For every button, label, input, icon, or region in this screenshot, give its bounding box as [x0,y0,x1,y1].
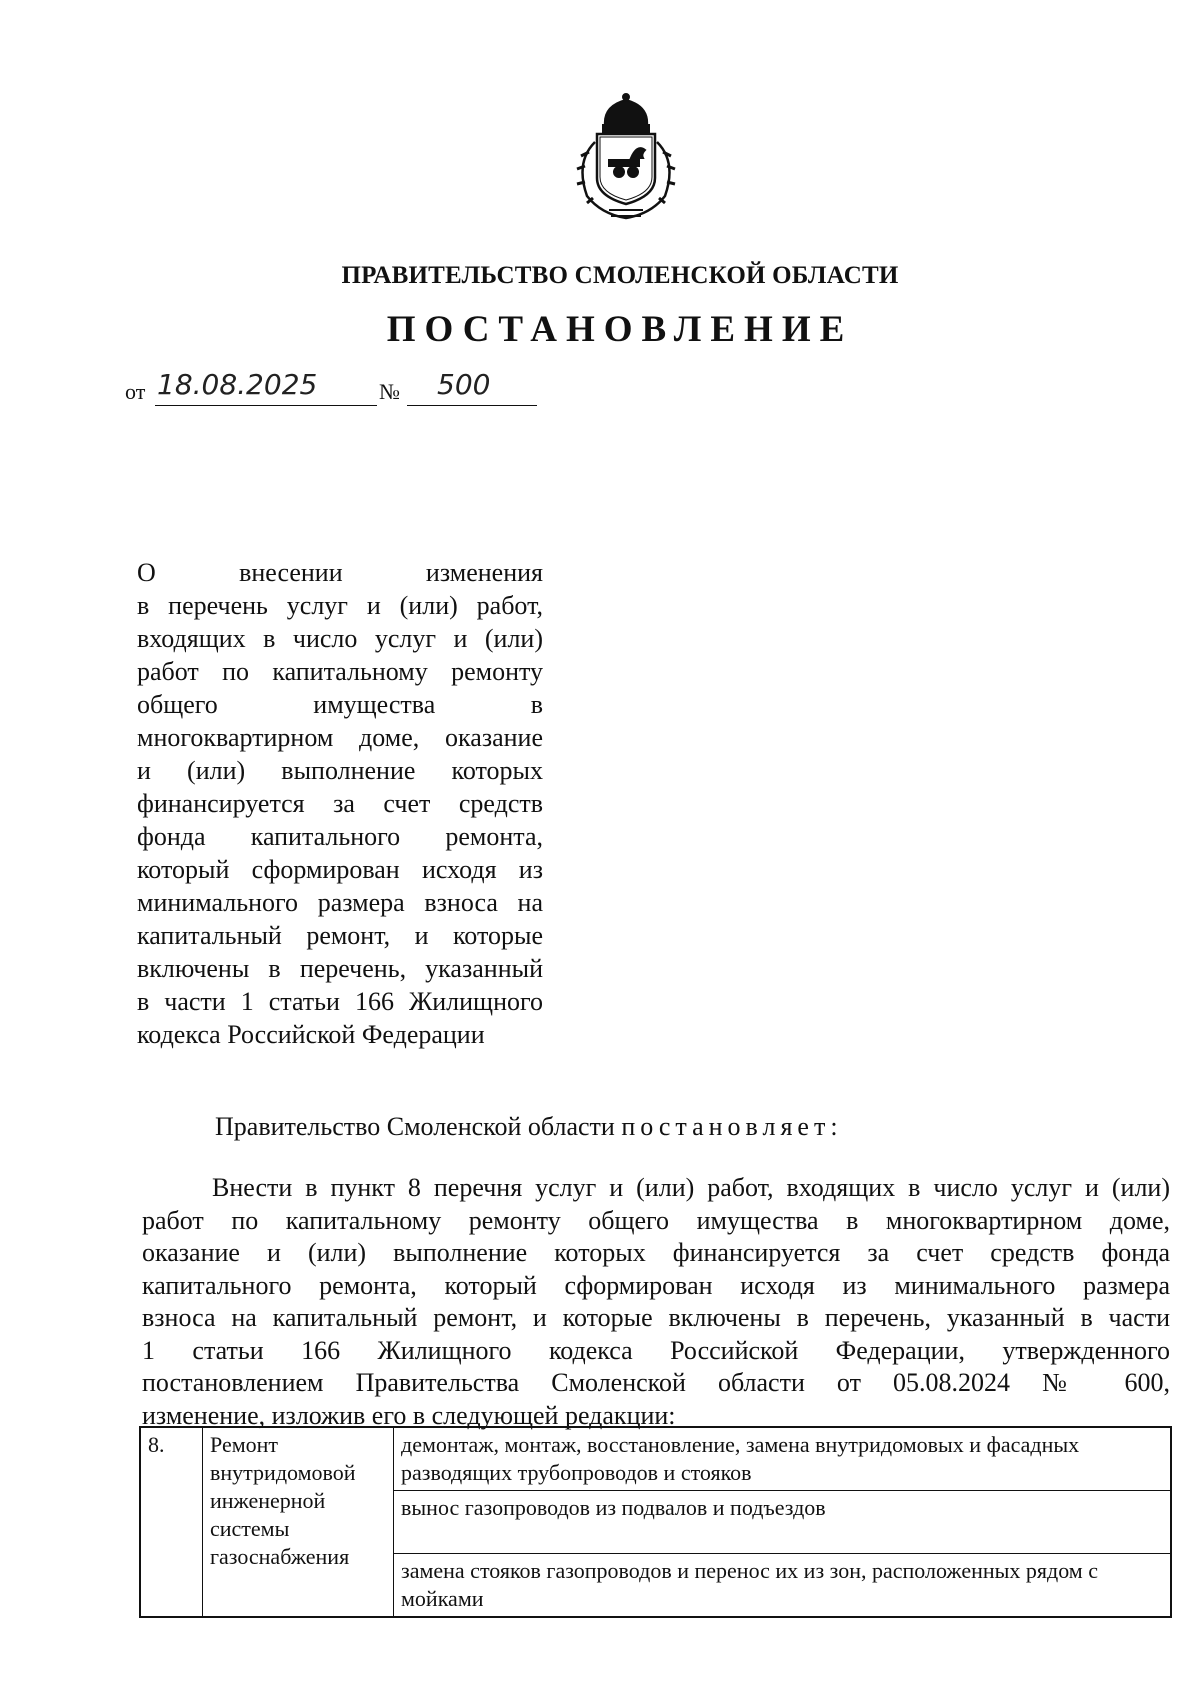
preamble-decree-word: постановляет: [621,1112,843,1141]
body-line: капитального ремонта, который сформирован исходя из минимального размера [142,1270,1170,1300]
subject-line: в перечень услуг и (или) работ, [137,591,543,620]
amendment-table [139,1426,1172,1618]
table-cell-item: демонтаж, монтаж, восстановление, замена внутридомовых и фасадных разводящих трубопроводов и стояков [394,1427,1172,1491]
table-row [140,1427,1171,1491]
subject-line: общего имущества в [137,690,543,719]
subject-block [137,556,543,1051]
body-line: взноса на капитальный ремонт, и которые включены в перечень, указанный в части [142,1303,1170,1332]
body-line: постановлением Правительства Смоленской области от 05.08.2024 № 600, [142,1368,1170,1397]
number-underline [407,405,537,406]
subject-line: работ по капитальному ремонту [137,657,543,686]
body-line: оказание и (или) выполнение которых финансируется за счет средств фонда [142,1238,1170,1267]
body-paragraph [142,1172,1170,1432]
subject-line: фонда капитального ремонта, [137,822,543,851]
number-value: 500 [437,368,491,401]
subject-line: в части 1 статьи 166 Жилищного [137,987,543,1016]
number-prefix: № [379,379,400,404]
subject-line: кодекса Российской Федерации [137,1020,485,1049]
body-line: 1 статьи 166 Жилищного кодекса Российской Федерации, утвержденного [142,1335,1170,1365]
subject-line: финансируется за счет средств [137,789,543,818]
preamble [215,1112,843,1142]
date-underline [155,405,377,406]
date-value: 18.08.2025 [157,368,318,401]
subject-line: который сформирован исходя из [137,855,543,884]
body-line: изменение, изложив его в следующей редакции: [142,1400,676,1430]
body-line: работ по капитальному ремонту общего имущества в многоквартирном доме, [142,1205,1170,1235]
smolensk-coat-of-arms-icon [565,92,687,224]
subject-line: капитальный ремонт, и которые [137,921,543,950]
table-cell-item: замена стояков газопроводов и перенос их из зон, расположенных рядом с мойками [394,1554,1172,1618]
preamble-text: Правительство Смоленской области [215,1112,615,1141]
date-number-line [125,365,545,407]
subject-line: входящих в число услуг и (или) [137,624,543,653]
table-cell-number: 8. [140,1427,203,1617]
subject-line: минимального размера взноса на [137,888,543,917]
subject-line: многоквартирном доме, оказание [137,723,543,752]
subject-line: включены в перечень, указанный [137,954,543,983]
table-cell-work-name: Ремонт внутридомовой инженерной системы газоснабжения [203,1427,394,1617]
document-type-heading: ПОСТАНОВЛЕНИЕ [386,309,854,350]
subject-line: и (или) выполнение которых [137,756,543,785]
subject-line: О внесении изменения [137,558,543,587]
body-line: Внести в пункт 8 перечня услуг и (или) работ, входящих в число услуг и (или) [212,1173,1170,1202]
date-prefix: от [125,379,146,404]
org-title: ПРАВИТЕЛЬСТВО СМОЛЕНСКОЙ ОБЛАСТИ [341,262,899,289]
table-cell-item: вынос газопроводов из подвалов и подъездов [394,1491,1172,1554]
